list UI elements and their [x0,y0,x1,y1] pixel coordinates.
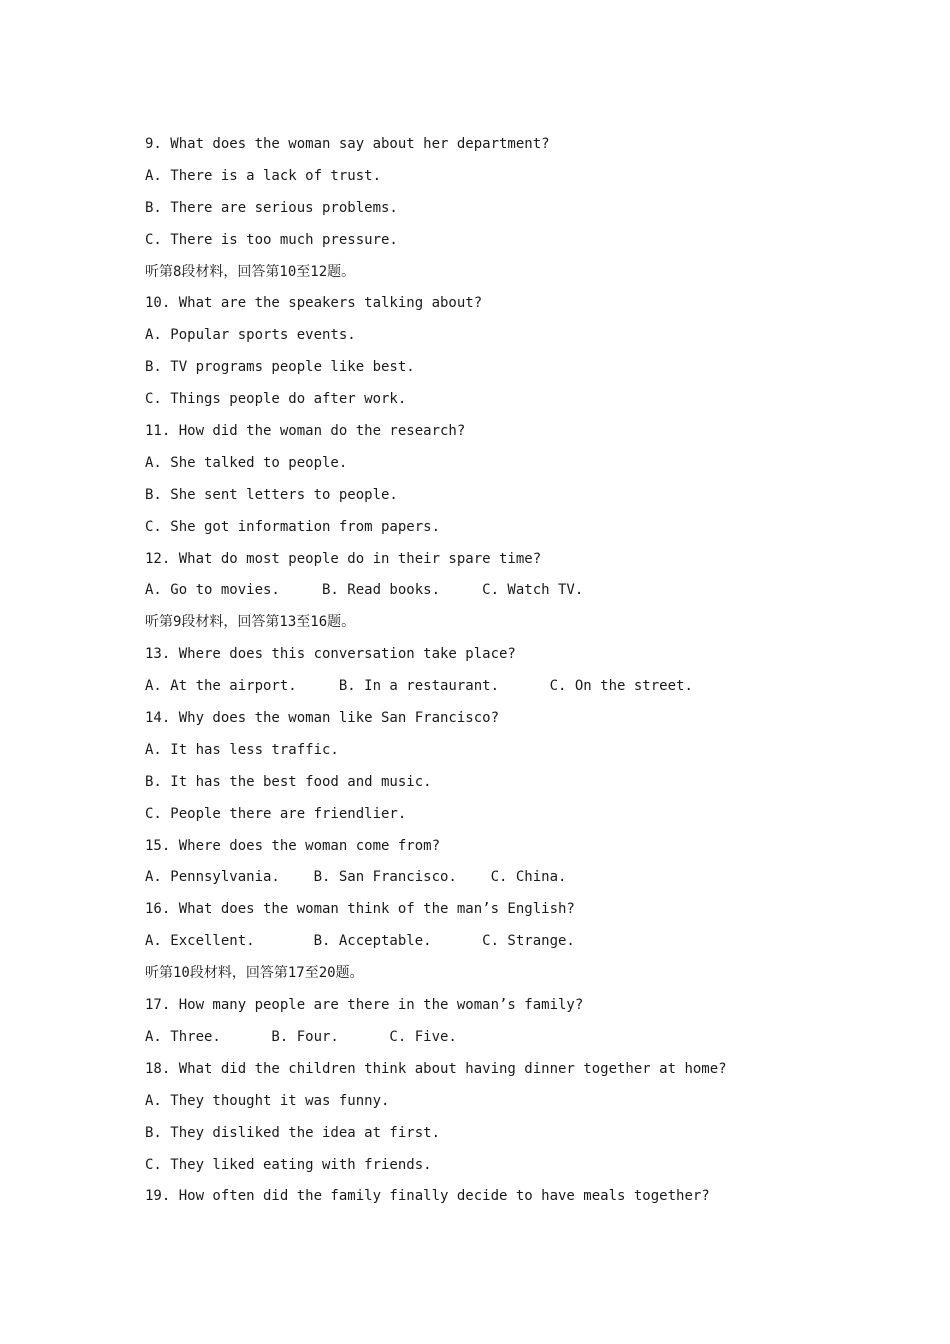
q11-option-a: A. She talked to people. [145,454,348,471]
q18-option-a: A. They thought it was funny. [145,1092,390,1109]
question-13: 13. Where does this conversation take place? [145,646,516,663]
q18-option-c: C. They liked eating with friends. [145,1156,432,1173]
q14-option-a: A. It has less traffic. [145,741,339,758]
section-heading-8: 听第8段材料，回答第10至12题。 [145,263,356,280]
q9-option-c: C. There is too much pressure. [145,231,398,248]
q17-options: A. Three. B. Four. C. Five. [145,1028,457,1045]
question-10: 10. What are the speakers talking about? [145,295,483,312]
q10-option-c: C. Things people do after work. [145,391,407,408]
question-19: 19. How often did the family finally decide to have meals together? [145,1188,710,1205]
q15-options: A. Pennsylvania. B. San Francisco. C. China. [145,869,567,886]
question-14: 14. Why does the woman like San Francisco? [145,710,500,727]
question-15: 15. Where does the woman come from? [145,837,441,854]
q11-option-c: C. She got information from papers. [145,518,441,535]
q9-option-a: A. There is a lack of trust. [145,167,382,184]
question-11: 11. How did the woman do the research? [145,423,466,440]
q10-option-a: A. Popular sports events. [145,327,356,344]
q12-options: A. Go to movies. B. Read books. C. Watch TV. [145,582,584,599]
question-16: 16. What does the woman think of the man’s English? [145,901,575,918]
question-17: 17. How many people are there in the woman’s family? [145,997,584,1014]
q10-option-b: B. TV programs people like best. [145,359,415,376]
q18-option-b: B. They disliked the idea at first. [145,1124,441,1141]
document-page [145,131,865,1215]
section-heading-9: 听第9段材料，回答第13至16题。 [145,614,356,631]
q9-option-b: B. There are serious problems. [145,199,398,216]
question-9: 9. What does the woman say about her department? [145,136,550,152]
q13-options: A. At the airport. B. In a restaurant. C. On the street. [145,678,693,695]
q14-option-b: B. It has the best food and music. [145,773,432,790]
question-12: 12. What do most people do in their spare time? [145,550,542,567]
section-heading-10: 听第10段材料，回答第17至20题。 [145,965,364,982]
q11-option-b: B. She sent letters to people. [145,486,398,503]
q16-options: A. Excellent. B. Acceptable. C. Strange. [145,933,575,950]
question-18: 18. What did the children think about having dinner together at home? [145,1060,727,1077]
q14-option-c: C. People there are friendlier. [145,805,407,822]
